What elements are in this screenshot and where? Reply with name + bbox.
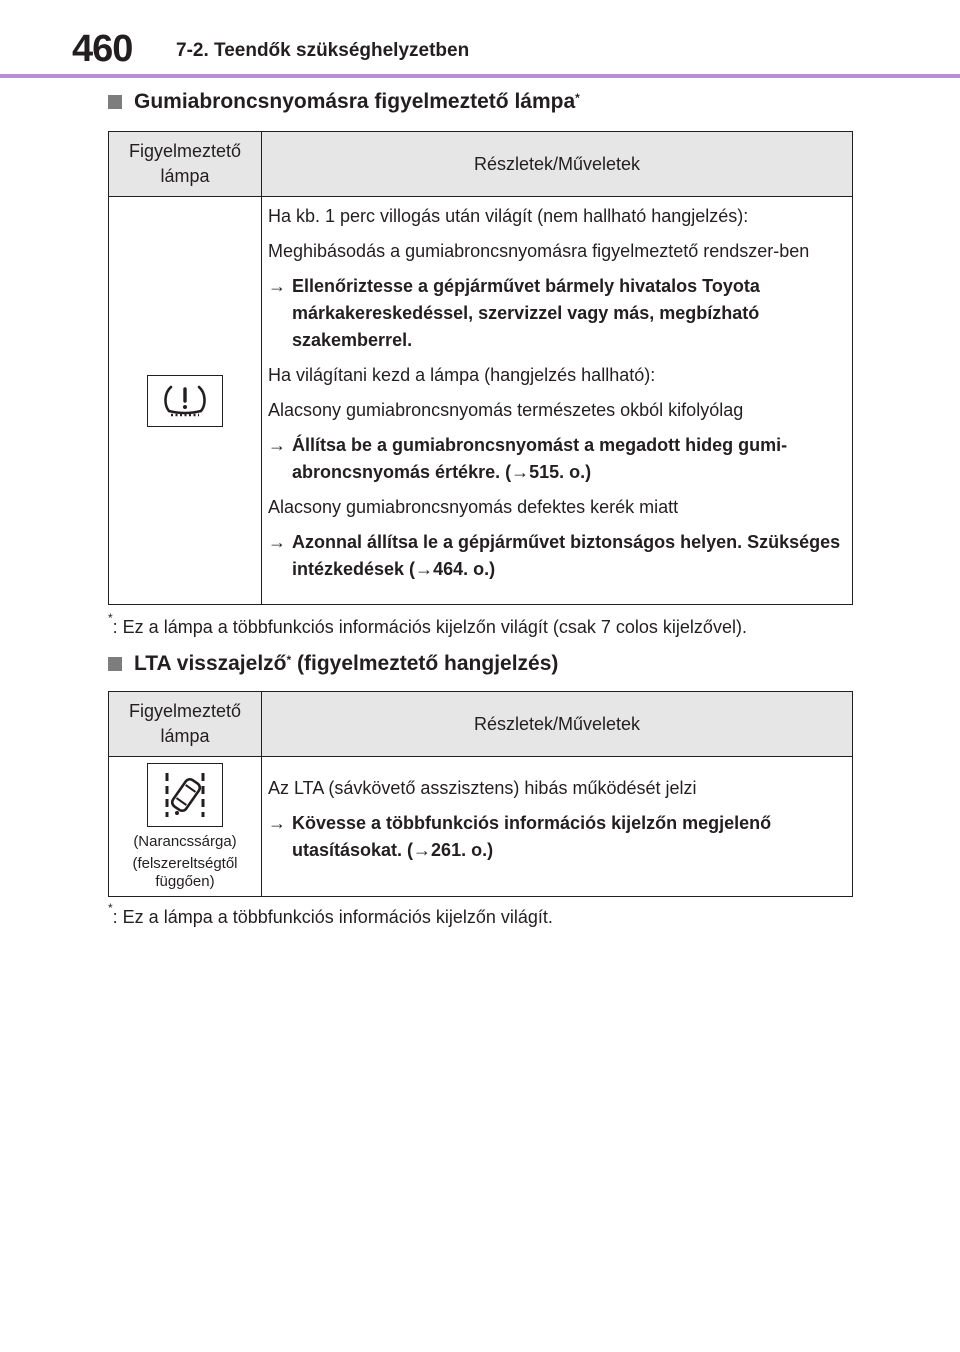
page-reference[interactable]: 464. o.) <box>433 559 496 579</box>
action-text <box>268 432 844 486</box>
footnote-marker: * <box>575 91 580 105</box>
action-text-content: Állítsa be a gumiabroncsnyomást a megadott hideg gumi-abroncsnyomás értékre. ( <box>292 435 788 482</box>
section-title-text: Gumiabroncsnyomásra figyelmeztető lámpa <box>134 90 576 113</box>
action-text <box>268 529 844 583</box>
arrow-icon: → <box>511 462 530 482</box>
footnote-marker: * <box>286 653 292 667</box>
section-title-text: (figyelmeztető hangjelzés) <box>291 652 559 675</box>
action-text <box>268 810 844 864</box>
detail-text: Ha kb. 1 perc villogás után világít (nem hallható hangjelzés): <box>268 206 749 226</box>
footnote-marker: * <box>108 901 113 915</box>
lamp-cell <box>109 757 262 897</box>
section-title-tire-pressure <box>108 90 580 114</box>
arrow-icon: → <box>268 435 286 455</box>
lta-lane-warning-icon <box>147 763 223 827</box>
footnote <box>108 901 553 928</box>
table-row <box>109 757 853 897</box>
header-rule <box>0 74 960 78</box>
bullet-square-icon <box>108 95 122 109</box>
footnote-text: : Ez a lámpa a többfunkciós információs kijelzőn világít (csak 7 colos kijelzővel). <box>112 617 747 637</box>
page-reference[interactable]: 261. o.) <box>431 840 494 860</box>
chapter-title: 7-2. Teendők szükséghelyzetben <box>176 40 470 61</box>
detail-text: Ha világítani kezd a lámpa (hangjelzés hallható): <box>268 365 656 385</box>
bullet-square-icon <box>108 657 122 671</box>
column-header-lamp-line2: lámpa <box>160 166 210 186</box>
detail-text: Alacsony gumiabroncsnyomás természetes okból kifolyólag <box>268 400 744 420</box>
details-cell <box>262 757 853 897</box>
footnote <box>108 611 747 638</box>
detail-text: Az LTA (sávkövető asszisztens) hibás működését jelzi <box>268 778 697 798</box>
table-header-row <box>109 132 853 197</box>
arrow-icon: → <box>268 813 286 833</box>
table-row <box>109 197 853 605</box>
column-header-lamp-line1: Figyelmeztető <box>128 141 242 161</box>
table-header-row <box>109 692 853 757</box>
column-header-lamp <box>109 692 262 757</box>
action-text-content: Ellenőriztesse a gépjárművet bármely hivatalos Toyota márkakereskedéssel, szervizzel vagy más, megbízható szakemberrel. <box>292 276 760 350</box>
arrow-icon: → <box>413 840 432 860</box>
page-number: 460 <box>72 28 133 70</box>
section-title-lta <box>108 652 558 676</box>
icon-caption-equipment: (felszereltségtől függően) <box>132 854 238 890</box>
icon-caption-color: (Narancssárga) <box>133 832 237 850</box>
footnote-marker: * <box>108 611 113 625</box>
column-header-lamp-line1: Figyelmeztető <box>128 701 242 721</box>
arrow-icon: → <box>268 276 286 296</box>
details-cell <box>262 197 853 605</box>
page-reference[interactable]: 515. o.) <box>529 462 592 482</box>
column-header-lamp-line2: lámpa <box>160 726 210 746</box>
tire-pressure-warning-icon <box>147 375 223 427</box>
column-header-details: Részletek/Műveletek <box>262 132 853 197</box>
detail-text: Alacsony gumiabroncsnyomás defektes kerék miatt <box>268 497 679 517</box>
footnote-text: : Ez a lámpa a többfunkciós információs kijelzőn világít. <box>112 907 553 927</box>
detail-text: Meghibásodás a gumiabroncsnyomásra figyelmeztető rendszer-ben <box>268 241 810 261</box>
action-text-content: Azonnal állítsa le a gépjárművet biztonságos helyen. Szükséges intézkedések ( <box>292 532 841 579</box>
arrow-icon: → <box>415 559 434 579</box>
arrow-icon: → <box>268 532 286 552</box>
tire-pressure-table <box>108 131 853 605</box>
column-header-details: Részletek/Műveletek <box>262 692 853 757</box>
page-header <box>0 0 960 78</box>
lamp-cell <box>109 197 262 605</box>
section-title-text: LTA visszajelző <box>134 652 287 675</box>
action-text-content: Kövesse a többfunkciós információs kijelzőn megjelenő utasításokat. ( <box>292 813 772 860</box>
action-text <box>268 273 844 354</box>
lta-table <box>108 691 853 897</box>
column-header-lamp <box>109 132 262 197</box>
